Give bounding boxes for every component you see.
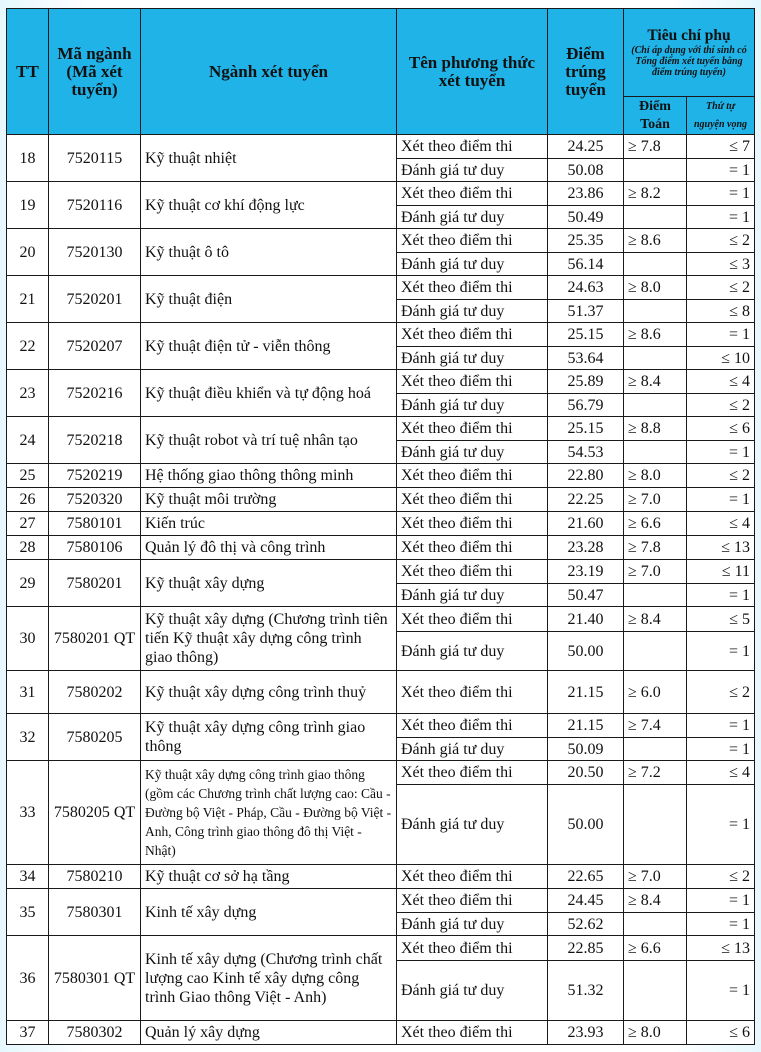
admission-method: Xét theo điểm thi (397, 536, 548, 560)
priority-criterion: = 1 (687, 159, 755, 182)
major-name: Kỹ thuật xây dựng (Chương trình tiên tiến Kỹ thuật xây dựng công trình giao thông) (141, 607, 397, 671)
major-code: 7520320 (49, 488, 141, 512)
table-row (7, 936, 755, 961)
major-name: Kỹ thuật điều khiển và tự động hoá (141, 370, 397, 417)
major-code: 7520116 (49, 182, 141, 229)
priority-criterion: = 1 (687, 738, 755, 761)
priority-criterion: ≤ 8 (687, 300, 755, 323)
header-major: Ngành xét tuyển (141, 9, 397, 135)
major-code: 7580106 (49, 536, 141, 560)
header-method: Tên phương thức xét tuyển (397, 9, 548, 135)
table-row (7, 182, 755, 206)
admission-method: Xét theo điểm thi (397, 512, 548, 536)
priority-criterion: ≤ 4 (687, 370, 755, 394)
row-number: 37 (7, 1021, 49, 1045)
priority-criterion: = 1 (687, 889, 755, 913)
cutoff-score: 50.47 (548, 584, 624, 607)
admission-method: Đánh giá tư duy (397, 300, 548, 323)
priority-criterion: = 1 (687, 488, 755, 512)
priority-criterion: ≤ 13 (687, 936, 755, 961)
cutoff-score: 20.50 (548, 761, 624, 785)
major-code: 7520207 (49, 323, 141, 370)
cutoff-score: 51.32 (548, 961, 624, 1021)
admission-method: Đánh giá tư duy (397, 159, 548, 182)
math-criterion: ≥ 7.8 (624, 135, 687, 159)
major-name: Kinh tế xây dựng (Chương trình chất lượng cao Kinh tế xây dựng công trình Giao thông Việt - Anh) (141, 936, 397, 1021)
admission-method: Xét theo điểm thi (397, 323, 548, 347)
major-name: Kỹ thuật điện tử - viễn thông (141, 323, 397, 370)
row-number: 34 (7, 865, 49, 889)
admission-method: Đánh giá tư duy (397, 206, 548, 229)
major-code: 7580301 (49, 889, 141, 936)
math-criterion (624, 300, 687, 323)
math-criterion: ≥ 7.2 (624, 761, 687, 785)
major-name: Kỹ thuật cơ khí động lực (141, 182, 397, 229)
major-name: Quản lý đô thị và công trình (141, 536, 397, 560)
math-criterion (624, 785, 687, 865)
priority-criterion: ≤ 2 (687, 671, 755, 714)
row-number: 35 (7, 889, 49, 936)
admission-method: Xét theo điểm thi (397, 488, 548, 512)
admission-method: Đánh giá tư duy (397, 347, 548, 370)
table-body (7, 135, 755, 1045)
math-criterion (624, 584, 687, 607)
admission-method: Đánh giá tư duy (397, 584, 548, 607)
table-row (7, 889, 755, 913)
admission-method: Xét theo điểm thi (397, 135, 548, 159)
table-row (7, 417, 755, 441)
priority-criterion: = 1 (687, 584, 755, 607)
priority-criterion: ≤ 6 (687, 1021, 755, 1045)
admission-method: Xét theo điểm thi (397, 560, 548, 584)
priority-criterion: ≤ 2 (687, 276, 755, 300)
math-criterion (624, 347, 687, 370)
major-code: 7580101 (49, 512, 141, 536)
math-criterion: ≥ 8.4 (624, 370, 687, 394)
math-criterion: ≥ 8.2 (624, 182, 687, 206)
major-name: Kỹ thuật cơ sở hạ tầng (141, 865, 397, 889)
major-name: Kiến trúc (141, 512, 397, 536)
major-code: 7580202 (49, 671, 141, 714)
major-code: 7520216 (49, 370, 141, 417)
row-number: 19 (7, 182, 49, 229)
priority-criterion: ≤ 5 (687, 607, 755, 632)
cutoff-score: 25.35 (548, 229, 624, 253)
cutoff-score: 25.15 (548, 323, 624, 347)
priority-criterion: = 1 (687, 182, 755, 206)
math-criterion: ≥ 8.6 (624, 229, 687, 253)
priority-criterion: = 1 (687, 961, 755, 1021)
math-criterion (624, 441, 687, 464)
major-name: Hệ thống giao thông thông minh (141, 464, 397, 488)
header-score: Điểm trúng tuyển (548, 9, 624, 135)
priority-criterion: ≤ 3 (687, 253, 755, 276)
major-code: 7520219 (49, 464, 141, 488)
math-criterion: ≥ 8.8 (624, 417, 687, 441)
row-number: 20 (7, 229, 49, 276)
priority-criterion: ≤ 4 (687, 512, 755, 536)
major-code: 7580201 QT (49, 607, 141, 671)
row-number: 22 (7, 323, 49, 370)
major-name: Kỹ thuật ô tô (141, 229, 397, 276)
priority-criterion: = 1 (687, 441, 755, 464)
table-row (7, 488, 755, 512)
major-name: Kỹ thuật điện (141, 276, 397, 323)
table-row (7, 671, 755, 714)
row-number: 28 (7, 536, 49, 560)
admission-method: Đánh giá tư duy (397, 441, 548, 464)
admission-method: Xét theo điểm thi (397, 370, 548, 394)
math-criterion: ≥ 8.0 (624, 464, 687, 488)
math-criterion: ≥ 7.4 (624, 714, 687, 738)
cutoff-score: 25.89 (548, 370, 624, 394)
admission-method: Xét theo điểm thi (397, 889, 548, 913)
row-number: 27 (7, 512, 49, 536)
major-name: Kỹ thuật xây dựng công trình giao thông (gồm các Chương trình chất lượng cao: Cầu - Đường bộ Việt - Pháp, Cầu - Đường bộ Việt - Anh, Công trình giao thông đô thị Việt - Nhật) (141, 761, 397, 865)
row-number: 23 (7, 370, 49, 417)
cutoff-score: 21.15 (548, 714, 624, 738)
cutoff-score: 50.00 (548, 632, 624, 671)
table-row (7, 512, 755, 536)
math-criterion: ≥ 8.4 (624, 607, 687, 632)
cutoff-score: 22.65 (548, 865, 624, 889)
table-row (7, 1021, 755, 1045)
major-code: 7520130 (49, 229, 141, 276)
priority-criterion: = 1 (687, 785, 755, 865)
math-criterion (624, 206, 687, 229)
major-code: 7580302 (49, 1021, 141, 1045)
math-criterion: ≥ 7.8 (624, 536, 687, 560)
admission-method: Xét theo điểm thi (397, 936, 548, 961)
math-criterion (624, 738, 687, 761)
math-criterion: ≥ 7.0 (624, 488, 687, 512)
priority-criterion: ≤ 11 (687, 560, 755, 584)
admission-method: Đánh giá tư duy (397, 961, 548, 1021)
cutoff-score: 50.09 (548, 738, 624, 761)
admission-method: Đánh giá tư duy (397, 913, 548, 936)
cutoff-score: 50.00 (548, 785, 624, 865)
row-number: 24 (7, 417, 49, 464)
table-header (7, 9, 755, 135)
admission-method: Xét theo điểm thi (397, 671, 548, 714)
math-criterion: ≥ 8.0 (624, 1021, 687, 1045)
major-name: Kỹ thuật xây dựng (141, 560, 397, 607)
priority-criterion: ≤ 4 (687, 761, 755, 785)
math-criterion (624, 159, 687, 182)
header-criteria-title: Tiêu chí phụ (647, 27, 731, 44)
math-criterion: ≥ 6.0 (624, 671, 687, 714)
cutoff-score: 23.19 (548, 560, 624, 584)
priority-criterion: ≤ 2 (687, 865, 755, 889)
cutoff-score: 22.80 (548, 464, 624, 488)
cutoff-score: 52.62 (548, 913, 624, 936)
cutoff-score: 51.37 (548, 300, 624, 323)
admission-method: Xét theo điểm thi (397, 714, 548, 738)
major-code: 7520115 (49, 135, 141, 182)
priority-criterion: = 1 (687, 913, 755, 936)
admission-method: Xét theo điểm thi (397, 229, 548, 253)
major-code: 7580301 QT (49, 936, 141, 1021)
cutoff-score: 53.64 (548, 347, 624, 370)
admission-method: Đánh giá tư duy (397, 632, 548, 671)
major-code: 7580210 (49, 865, 141, 889)
table-row (7, 714, 755, 738)
cutoff-score: 23.86 (548, 182, 624, 206)
priority-criterion: = 1 (687, 632, 755, 671)
priority-criterion: ≤ 6 (687, 417, 755, 441)
row-number: 33 (7, 761, 49, 865)
math-criterion (624, 632, 687, 671)
math-criterion (624, 913, 687, 936)
cutoff-score: 56.14 (548, 253, 624, 276)
cutoff-score: 23.28 (548, 536, 624, 560)
major-code: 7520201 (49, 276, 141, 323)
priority-criterion: ≤ 2 (687, 394, 755, 417)
row-number: 25 (7, 464, 49, 488)
cutoff-score: 21.60 (548, 512, 624, 536)
header-criteria (624, 9, 755, 97)
row-number: 29 (7, 560, 49, 607)
table-row (7, 761, 755, 785)
admission-method: Đánh giá tư duy (397, 785, 548, 865)
cutoff-score: 25.15 (548, 417, 624, 441)
major-name: Kỹ thuật xây dựng công trình giao thông (141, 714, 397, 761)
cutoff-score: 24.63 (548, 276, 624, 300)
admission-score-table (6, 8, 755, 1045)
major-code: 7580205 QT (49, 761, 141, 865)
major-name: Kỹ thuật môi trường (141, 488, 397, 512)
admission-method: Xét theo điểm thi (397, 276, 548, 300)
table-row (7, 536, 755, 560)
row-number: 26 (7, 488, 49, 512)
row-number: 30 (7, 607, 49, 671)
row-number: 31 (7, 671, 49, 714)
header-math: Điểm Toán (624, 97, 687, 135)
priority-criterion: = 1 (687, 323, 755, 347)
admission-method: Xét theo điểm thi (397, 761, 548, 785)
table-row (7, 323, 755, 347)
admission-method: Xét theo điểm thi (397, 1021, 548, 1045)
math-criterion (624, 961, 687, 1021)
admission-method: Xét theo điểm thi (397, 464, 548, 488)
admission-method: Đánh giá tư duy (397, 738, 548, 761)
admission-method: Đánh giá tư duy (397, 253, 548, 276)
row-number: 18 (7, 135, 49, 182)
cutoff-score: 50.49 (548, 206, 624, 229)
priority-criterion: = 1 (687, 206, 755, 229)
table-row (7, 865, 755, 889)
admission-method: Xét theo điểm thi (397, 417, 548, 441)
priority-criterion: ≤ 2 (687, 464, 755, 488)
major-code: 7580201 (49, 560, 141, 607)
cutoff-score: 24.25 (548, 135, 624, 159)
cutoff-score: 22.85 (548, 936, 624, 961)
table-row (7, 229, 755, 253)
cutoff-score: 50.08 (548, 159, 624, 182)
priority-criterion: = 1 (687, 714, 755, 738)
admission-method: Xét theo điểm thi (397, 607, 548, 632)
row-number: 32 (7, 714, 49, 761)
header-criteria-note: (Chỉ áp dụng với thí sinh có Tổng điểm xét tuyển bằng điểm trúng tuyển) (631, 45, 747, 78)
admission-method: Xét theo điểm thi (397, 865, 548, 889)
major-name: Kỹ thuật nhiệt (141, 135, 397, 182)
priority-criterion: ≤ 13 (687, 536, 755, 560)
math-criterion (624, 253, 687, 276)
cutoff-score: 21.15 (548, 671, 624, 714)
math-criterion: ≥ 6.6 (624, 936, 687, 961)
major-name: Kỹ thuật robot và trí tuệ nhân tạo (141, 417, 397, 464)
math-criterion: ≥ 8.4 (624, 889, 687, 913)
cutoff-score: 56.79 (548, 394, 624, 417)
table-row (7, 607, 755, 632)
major-name: Kỹ thuật xây dựng công trình thuỷ (141, 671, 397, 714)
priority-criterion: ≤ 7 (687, 135, 755, 159)
admission-method: Đánh giá tư duy (397, 394, 548, 417)
math-criterion (624, 394, 687, 417)
cutoff-score: 24.45 (548, 889, 624, 913)
table-row (7, 370, 755, 394)
header-tt: TT (7, 9, 49, 135)
priority-criterion: ≤ 2 (687, 229, 755, 253)
math-criterion: ≥ 8.0 (624, 276, 687, 300)
cutoff-score: 22.25 (548, 488, 624, 512)
math-criterion: ≥ 8.6 (624, 323, 687, 347)
cutoff-score: 21.40 (548, 607, 624, 632)
priority-criterion: ≤ 10 (687, 347, 755, 370)
table-row (7, 464, 755, 488)
math-criterion: ≥ 6.6 (624, 512, 687, 536)
row-number: 21 (7, 276, 49, 323)
table-row (7, 135, 755, 159)
math-criterion: ≥ 7.0 (624, 865, 687, 889)
major-code: 7520218 (49, 417, 141, 464)
header-code: Mã ngành (Mã xét tuyển) (49, 9, 141, 135)
admission-method: Xét theo điểm thi (397, 182, 548, 206)
row-number: 36 (7, 936, 49, 1021)
major-name: Quản lý xây dựng (141, 1021, 397, 1045)
table-row (7, 276, 755, 300)
math-criterion: ≥ 7.0 (624, 560, 687, 584)
table-row (7, 560, 755, 584)
major-name: Kinh tế xây dựng (141, 889, 397, 936)
major-code: 7580205 (49, 714, 141, 761)
header-priority: Thứ tự nguyện vọng (687, 97, 755, 135)
cutoff-score: 23.93 (548, 1021, 624, 1045)
cutoff-score: 54.53 (548, 441, 624, 464)
